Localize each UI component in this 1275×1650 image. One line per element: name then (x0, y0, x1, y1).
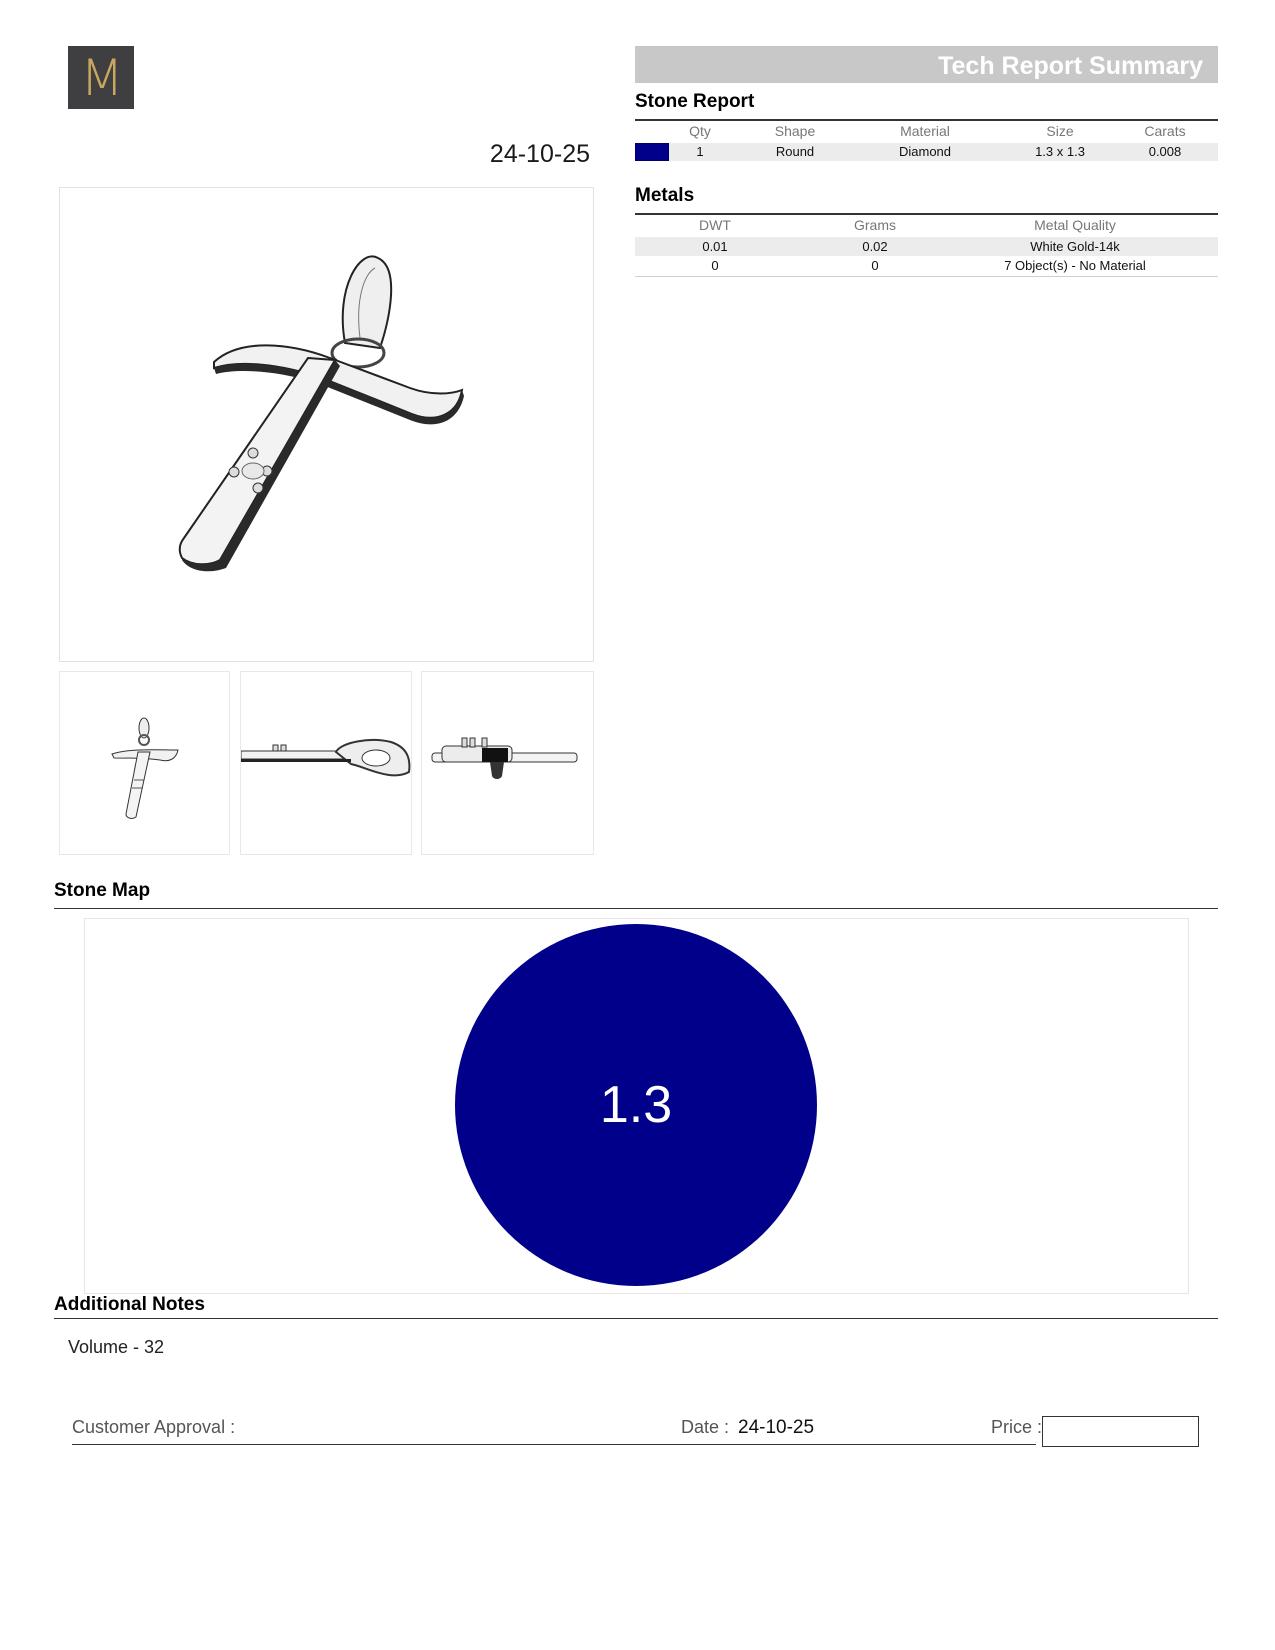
col-carats: Carats (1144, 123, 1186, 139)
pendant-main-render (59, 187, 594, 662)
stone-qty: 1 (696, 144, 704, 159)
price-field[interactable] (1042, 1416, 1199, 1447)
metal-grams: 0 (871, 258, 879, 273)
col-qty: Qty (689, 123, 711, 139)
pendant-side-image (241, 672, 411, 854)
approval-date-label: Date : (681, 1417, 730, 1437)
customer-approval-label: Customer Approval : (72, 1417, 236, 1437)
stone-map-divider (54, 908, 1218, 909)
stone-row (635, 143, 1218, 161)
pendant-top-thumbnail (421, 671, 594, 855)
company-logo (68, 46, 134, 109)
pendant-perspective-image (60, 188, 593, 661)
metal-row (635, 256, 1218, 277)
col-size: Size (1046, 123, 1074, 139)
notes-divider (54, 1318, 1218, 1319)
notes-text: Volume - 32 (68, 1337, 165, 1357)
stone-map-stone (455, 924, 817, 1286)
stone-carats: 0.008 (1148, 144, 1182, 159)
report-summary-banner: Tech Report Summary (635, 46, 1218, 83)
report-date: 24-10-25 (489, 140, 590, 168)
approval-date-value: 24-10-25 (738, 1417, 815, 1438)
metal-quality: 7 Object(s) - No Material (1004, 258, 1146, 273)
stone-material: Diamond (898, 144, 952, 159)
metals-title: Metals (635, 185, 695, 206)
additional-notes-title: Additional Notes (54, 1294, 205, 1315)
metal-dwt: 0.01 (702, 239, 728, 254)
stone-report-title: Stone Report (635, 91, 755, 112)
stone-report-header-row (635, 120, 1218, 143)
col-grams: Grams (854, 217, 896, 233)
col-shape: Shape (774, 123, 816, 139)
stone-shape: Round (775, 144, 815, 159)
stone-size: 1.3 x 1.3 (1035, 144, 1085, 159)
logo-letter: M (80, 48, 122, 107)
stone-color-swatch (635, 143, 669, 161)
col-material: Material (900, 123, 950, 139)
pendant-front-thumbnail (59, 671, 230, 855)
col-metal-quality: Metal Quality (1034, 217, 1116, 233)
metal-dwt: 0 (711, 258, 719, 273)
stone-size-label: 1.3 (599, 1076, 673, 1134)
pendant-side-thumbnail (240, 671, 412, 855)
metal-grams: 0.02 (862, 239, 888, 254)
pendant-front-image (60, 672, 229, 854)
metal-quality: White Gold-14k (1030, 239, 1120, 254)
metal-row (635, 237, 1218, 256)
approval-signature-line (72, 1444, 1036, 1445)
metals-header-row (635, 214, 1218, 236)
pendant-top-image (422, 672, 593, 854)
price-label: Price : (991, 1417, 1043, 1437)
stone-map-title: Stone Map (54, 880, 151, 901)
col-dwt: DWT (699, 217, 731, 233)
